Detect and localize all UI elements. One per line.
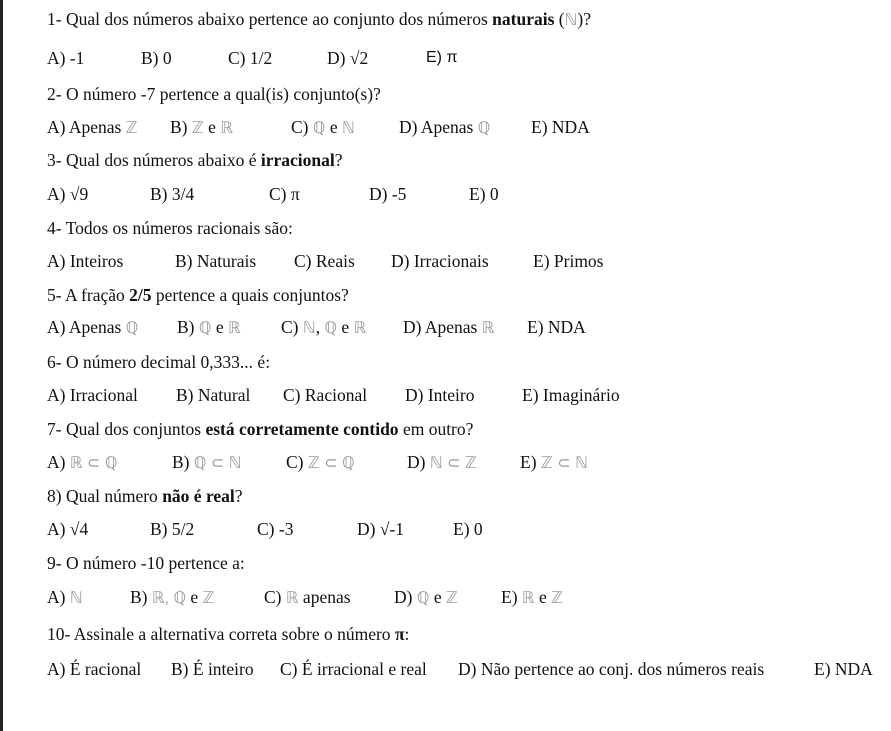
option-b[interactable]: B) Naturais <box>175 251 257 271</box>
option-b[interactable]: B) ℚ ⊂ ℕ <box>172 452 242 472</box>
option-b[interactable]: B) 5/2 <box>150 519 195 539</box>
option-e[interactable]: E) ℝ e ℤ <box>501 587 564 607</box>
option-a[interactable]: A) √4 <box>47 519 89 539</box>
option-e[interactable]: E) 0 <box>453 519 483 539</box>
option-a[interactable]: A) É racional <box>47 659 142 679</box>
question-6-options <box>47 384 887 406</box>
question-5: 5- A fração 2/5 pertence a quais conjuntos? <box>47 285 349 305</box>
option-a[interactable]: A) ℕ <box>47 587 83 607</box>
option-a[interactable]: A) Inteiros <box>47 251 124 271</box>
option-e[interactable]: E) Primos <box>533 251 604 271</box>
question-3-options <box>47 183 887 205</box>
question-6: 6- O número decimal 0,333... é: <box>47 352 271 372</box>
question-10: 10- Assinale a alternativa correta sobre o número π: <box>47 624 410 644</box>
option-b[interactable]: B) ℝ, ℚ e ℤ <box>130 587 215 607</box>
option-e[interactable]: E) ℤ ⊂ ℕ <box>520 452 588 472</box>
question-3: 3- Qual dos números abaixo é irracional? <box>47 150 343 170</box>
question-1-options <box>47 47 887 69</box>
option-c[interactable]: C) É irracional e real <box>280 659 427 679</box>
question-8: 8) Qual número não é real? <box>47 486 243 506</box>
question-2: 2- O número -7 pertence a qual(is) conjunto(s)? <box>47 84 381 104</box>
option-e[interactable]: E) NDA <box>527 317 586 337</box>
question-9-options <box>47 586 887 608</box>
question-1: 1- Qual dos números abaixo pertence ao conjunto dos números naturais (ℕ)? <box>47 9 592 29</box>
option-a[interactable]: A) Apenas ℤ <box>47 117 138 137</box>
option-c[interactable]: C) Reais <box>294 251 355 271</box>
option-c[interactable]: C) ℤ ⊂ ℚ <box>286 452 355 472</box>
option-d[interactable]: D) Apenas ℚ <box>399 117 491 137</box>
option-e[interactable]: E) NDA <box>814 659 873 679</box>
option-d[interactable]: D) -5 <box>369 184 407 204</box>
option-c[interactable]: C) ℕ, ℚ e ℝ <box>281 317 367 337</box>
option-b[interactable]: B) É inteiro <box>171 659 254 679</box>
question-7-options <box>47 451 887 473</box>
option-e[interactable]: E) π <box>426 49 458 66</box>
option-d[interactable]: D) ℕ ⊂ ℤ <box>407 452 477 472</box>
option-a[interactable]: A) √9 <box>47 184 89 204</box>
left-page-border <box>0 0 3 731</box>
option-d[interactable]: D) Irracionais <box>391 251 489 271</box>
question-9: 9- O número -10 pertence a: <box>47 553 245 573</box>
option-d[interactable]: D) ℚ e ℤ <box>394 587 458 607</box>
option-b[interactable]: B) 3/4 <box>150 184 195 204</box>
option-d[interactable]: D) √-1 <box>357 519 405 539</box>
option-d[interactable]: D) √2 <box>327 48 369 68</box>
option-c[interactable]: C) 1/2 <box>228 48 273 68</box>
option-b[interactable]: B) ℚ e ℝ <box>177 317 241 337</box>
option-d[interactable]: D) Inteiro <box>405 385 475 405</box>
option-c[interactable]: C) Racional <box>283 385 368 405</box>
option-a[interactable]: A) ℝ ⊂ ℚ <box>47 452 118 472</box>
option-a[interactable]: A) Irracional <box>47 385 138 405</box>
option-d[interactable]: D) Não pertence ao conj. dos números reais <box>458 659 765 679</box>
question-4: 4- Todos os números racionais são: <box>47 218 293 238</box>
option-b[interactable]: B) ℤ e ℝ <box>170 117 233 137</box>
option-e[interactable]: E) 0 <box>469 184 499 204</box>
option-c[interactable]: C) -3 <box>257 519 294 539</box>
question-4-options <box>47 250 887 272</box>
option-e[interactable]: E) Imaginário <box>522 385 620 405</box>
option-c[interactable]: C) ℝ apenas <box>264 587 351 607</box>
question-7: 7- Qual dos conjuntos está corretamente contido em outro? <box>47 419 474 439</box>
option-c[interactable]: C) ℚ e ℕ <box>291 117 355 137</box>
question-10-options <box>47 658 887 680</box>
question-8-options <box>47 518 887 540</box>
option-a[interactable]: A) -1 <box>47 48 85 68</box>
option-b[interactable]: B) Natural <box>176 385 251 405</box>
option-a[interactable]: A) Apenas ℚ <box>47 317 139 337</box>
question-5-options <box>47 316 887 338</box>
option-b[interactable]: B) 0 <box>141 48 172 68</box>
question-2-options <box>47 116 887 138</box>
option-d[interactable]: D) Apenas ℝ <box>403 317 495 337</box>
option-e[interactable]: E) NDA <box>531 117 590 137</box>
option-c[interactable]: C) π <box>269 184 300 204</box>
